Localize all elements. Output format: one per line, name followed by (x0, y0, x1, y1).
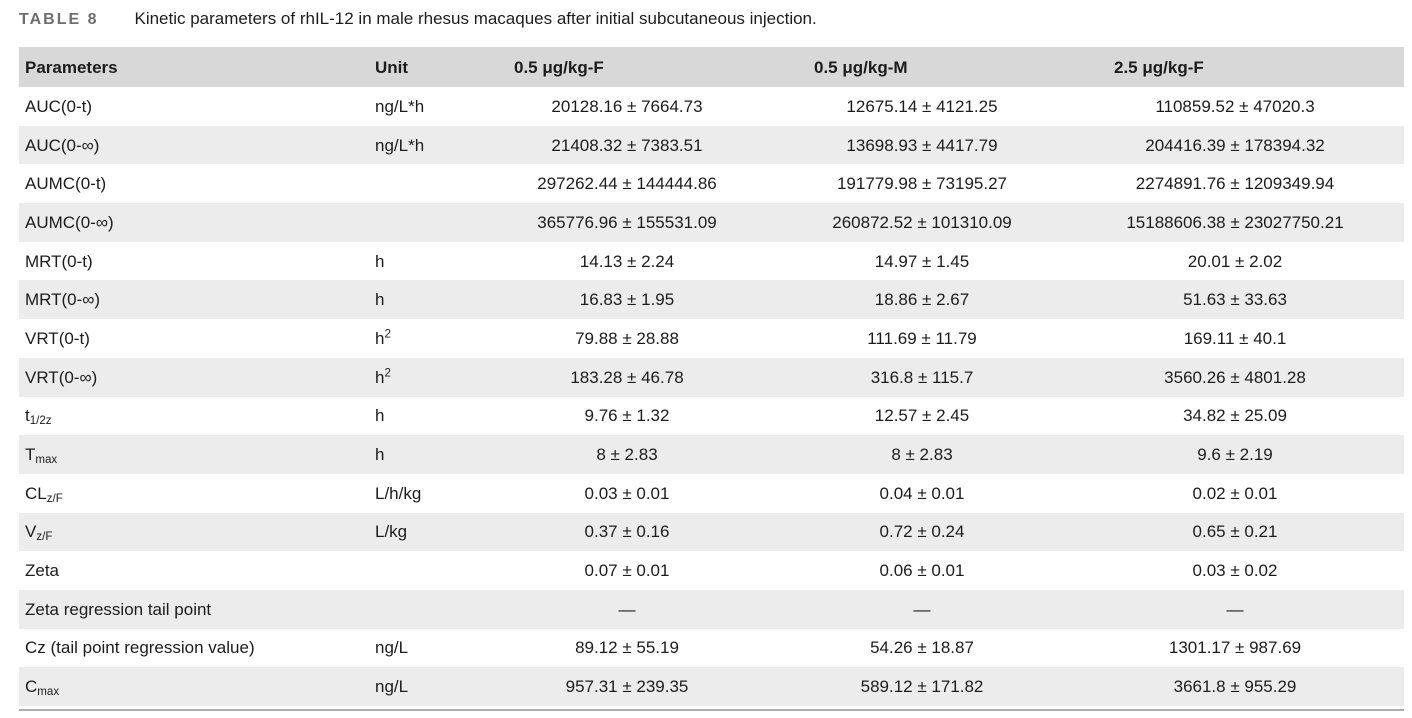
value-cell: 0.06 ± 0.01 (879, 561, 965, 581)
unit-cell: ng/L*h (375, 135, 425, 155)
unit-cell: h (375, 290, 385, 310)
table-row (19, 435, 1404, 474)
value-cell: 0.04 ± 0.01 (879, 483, 965, 503)
value-cell: 0.03 ± 0.01 (584, 483, 670, 503)
value-cell: 14.97 ± 1.45 (874, 251, 970, 271)
param-cell: Zeta regression tail point (25, 599, 212, 619)
table-row (19, 629, 1404, 668)
unit-cell: ng/L (375, 677, 409, 697)
unit-cell: $h^2$ (375, 328, 391, 348)
table-title (19, 9, 1404, 35)
table-bottom-rule (19, 709, 1404, 711)
value-cell: 260872.52 ± 101310.09 (832, 212, 1012, 232)
unit-cell: h (375, 406, 385, 426)
value-cell: 589.12 ± 171.82 (860, 677, 984, 697)
param-cell: $C_{max}$ (25, 677, 60, 699)
value-cell: 14.13 ± 2.24 (579, 251, 675, 271)
unit-cell: ng/L (375, 638, 409, 658)
subscript: z/F (46, 492, 63, 505)
param-cell: AUC(0-∞) (25, 135, 100, 155)
value-cell: 12675.14 ± 4121.25 (846, 96, 998, 116)
value-cell: 3661.8 ± 955.29 (1173, 677, 1297, 697)
value-cell: 20128.16 ± 7664.73 (551, 96, 703, 116)
table-row (19, 203, 1404, 242)
param-cell: AUMC(0-∞) (25, 212, 114, 232)
value-cell: 365776.96 ± 155531.09 (537, 212, 717, 232)
value-cell: 34.82 ± 25.09 (1183, 406, 1287, 426)
table-row (19, 280, 1404, 319)
table-row (19, 551, 1404, 590)
subscript: max (35, 454, 58, 467)
value-cell: 9.76 ± 1.32 (584, 406, 670, 426)
value-cell: 20.01 ± 2.02 (1187, 251, 1283, 271)
param-cell: MRT(0-t) (25, 251, 93, 271)
value-cell: 8 ± 2.83 (891, 445, 953, 465)
value-cell: 54.26 ± 18.87 (870, 638, 974, 658)
param-cell: MRT(0-∞) (25, 290, 101, 310)
value-cell: 110859.52 ± 47020.3 (1155, 96, 1315, 116)
table-row (19, 126, 1404, 165)
unit-cell: h (375, 445, 385, 465)
value-cell: 15188606.38 ± 23027750.21 (1126, 212, 1344, 232)
value-cell: 316.8 ± 115.7 (870, 367, 974, 387)
value-cell: 18.86 ± 2.67 (874, 290, 970, 310)
value-cell: 8 ± 2.83 (596, 445, 658, 465)
param-cell: VRT(0-t) (25, 328, 90, 348)
header-row (19, 47, 1404, 87)
table-row (19, 397, 1404, 436)
param-cell: $t_{1/2z}$ (25, 406, 52, 428)
value-cell: 51.63 ± 33.63 (1183, 290, 1287, 310)
superscript: 2 (384, 328, 391, 341)
table-row (19, 319, 1404, 358)
value-cell: 12.57 ± 2.45 (874, 406, 970, 426)
superscript: 2 (384, 367, 391, 380)
value-cell: 0.37 ± 0.16 (584, 522, 670, 542)
value-cell: 21408.32 ± 7383.51 (551, 135, 703, 155)
value-cell: 183.28 ± 46.78 (570, 367, 684, 387)
subscript: 1/2z (29, 415, 52, 428)
value-cell: 0.65 ± 0.21 (1192, 522, 1278, 542)
value-cell: 3560.26 ± 4801.28 (1164, 367, 1306, 387)
unit-cell: ng/L*h (375, 96, 425, 116)
param-cell: Zeta (25, 561, 60, 581)
table-row (19, 358, 1404, 397)
subscript: max (37, 686, 60, 699)
unit-cell: L/h/kg (375, 483, 422, 503)
table-row (19, 667, 1404, 706)
value-cell: — (913, 599, 931, 619)
kinetic-parameters-table (19, 47, 1404, 711)
value-cell: 169.11 ± 40.1 (1183, 328, 1287, 348)
value-cell: 2274891.76 ± 1209349.94 (1135, 174, 1335, 194)
column-header-parameters: Parameters (25, 57, 118, 77)
param-cell: $CL_{z/F}$ (25, 483, 63, 505)
unit-cell: h (375, 251, 385, 271)
column-header-dose-1: 0.5 μg/kg-F (514, 57, 604, 77)
param-cell: $T_{max}$ (25, 445, 58, 467)
table-body (19, 87, 1404, 706)
value-cell: 0.03 ± 0.02 (1192, 561, 1278, 581)
value-cell: 0.72 ± 0.24 (879, 522, 965, 542)
value-cell: 957.31 ± 239.35 (565, 677, 689, 697)
value-cell: 1301.17 ± 987.69 (1168, 638, 1302, 658)
unit-cell: $h^2$ (375, 367, 391, 387)
value-cell: 13698.93 ± 4417.79 (846, 135, 998, 155)
table-row (19, 164, 1404, 203)
unit-cell: L/kg (375, 522, 408, 542)
table-row (19, 242, 1404, 281)
value-cell: 0.07 ± 0.01 (584, 561, 670, 581)
column-header-dose-2: 0.5 μg/kg-M (814, 57, 908, 77)
value-cell: 9.6 ± 2.19 (1197, 445, 1273, 465)
value-cell: 204416.39 ± 178394.32 (1145, 135, 1325, 155)
value-cell: — (1226, 599, 1244, 619)
table-row (19, 590, 1404, 629)
param-cell: $V_{z/F}$ (25, 522, 53, 544)
value-cell: — (618, 599, 636, 619)
param-cell: Cz (tail point regression value) (25, 638, 255, 658)
param-cell: VRT(0-∞) (25, 367, 98, 387)
value-cell: 191779.98 ± 73195.27 (836, 174, 1008, 194)
table-caption: Kinetic parameters of rhIL-12 in male rhesus macaques after initial subcutaneous injection. (134, 9, 817, 28)
subscript: z/F (36, 531, 53, 544)
table-row (19, 474, 1404, 513)
value-cell: 79.88 ± 28.88 (575, 328, 679, 348)
value-cell: 297262.44 ± 144444.86 (537, 174, 717, 194)
column-header-unit: Unit (375, 57, 409, 77)
value-cell: 89.12 ± 55.19 (575, 638, 679, 658)
column-header-dose-3: 2.5 μg/kg-F (1114, 57, 1204, 77)
table-row (19, 87, 1404, 126)
param-cell: AUC(0-t) (25, 96, 93, 116)
table-number-label: TABLE 8 (19, 11, 99, 28)
value-cell: 111.69 ± 11.79 (867, 328, 977, 348)
value-cell: 0.02 ± 0.01 (1192, 483, 1278, 503)
param-cell: AUMC(0-t) (25, 174, 107, 194)
value-cell: 16.83 ± 1.95 (579, 290, 675, 310)
table-row (19, 513, 1404, 552)
